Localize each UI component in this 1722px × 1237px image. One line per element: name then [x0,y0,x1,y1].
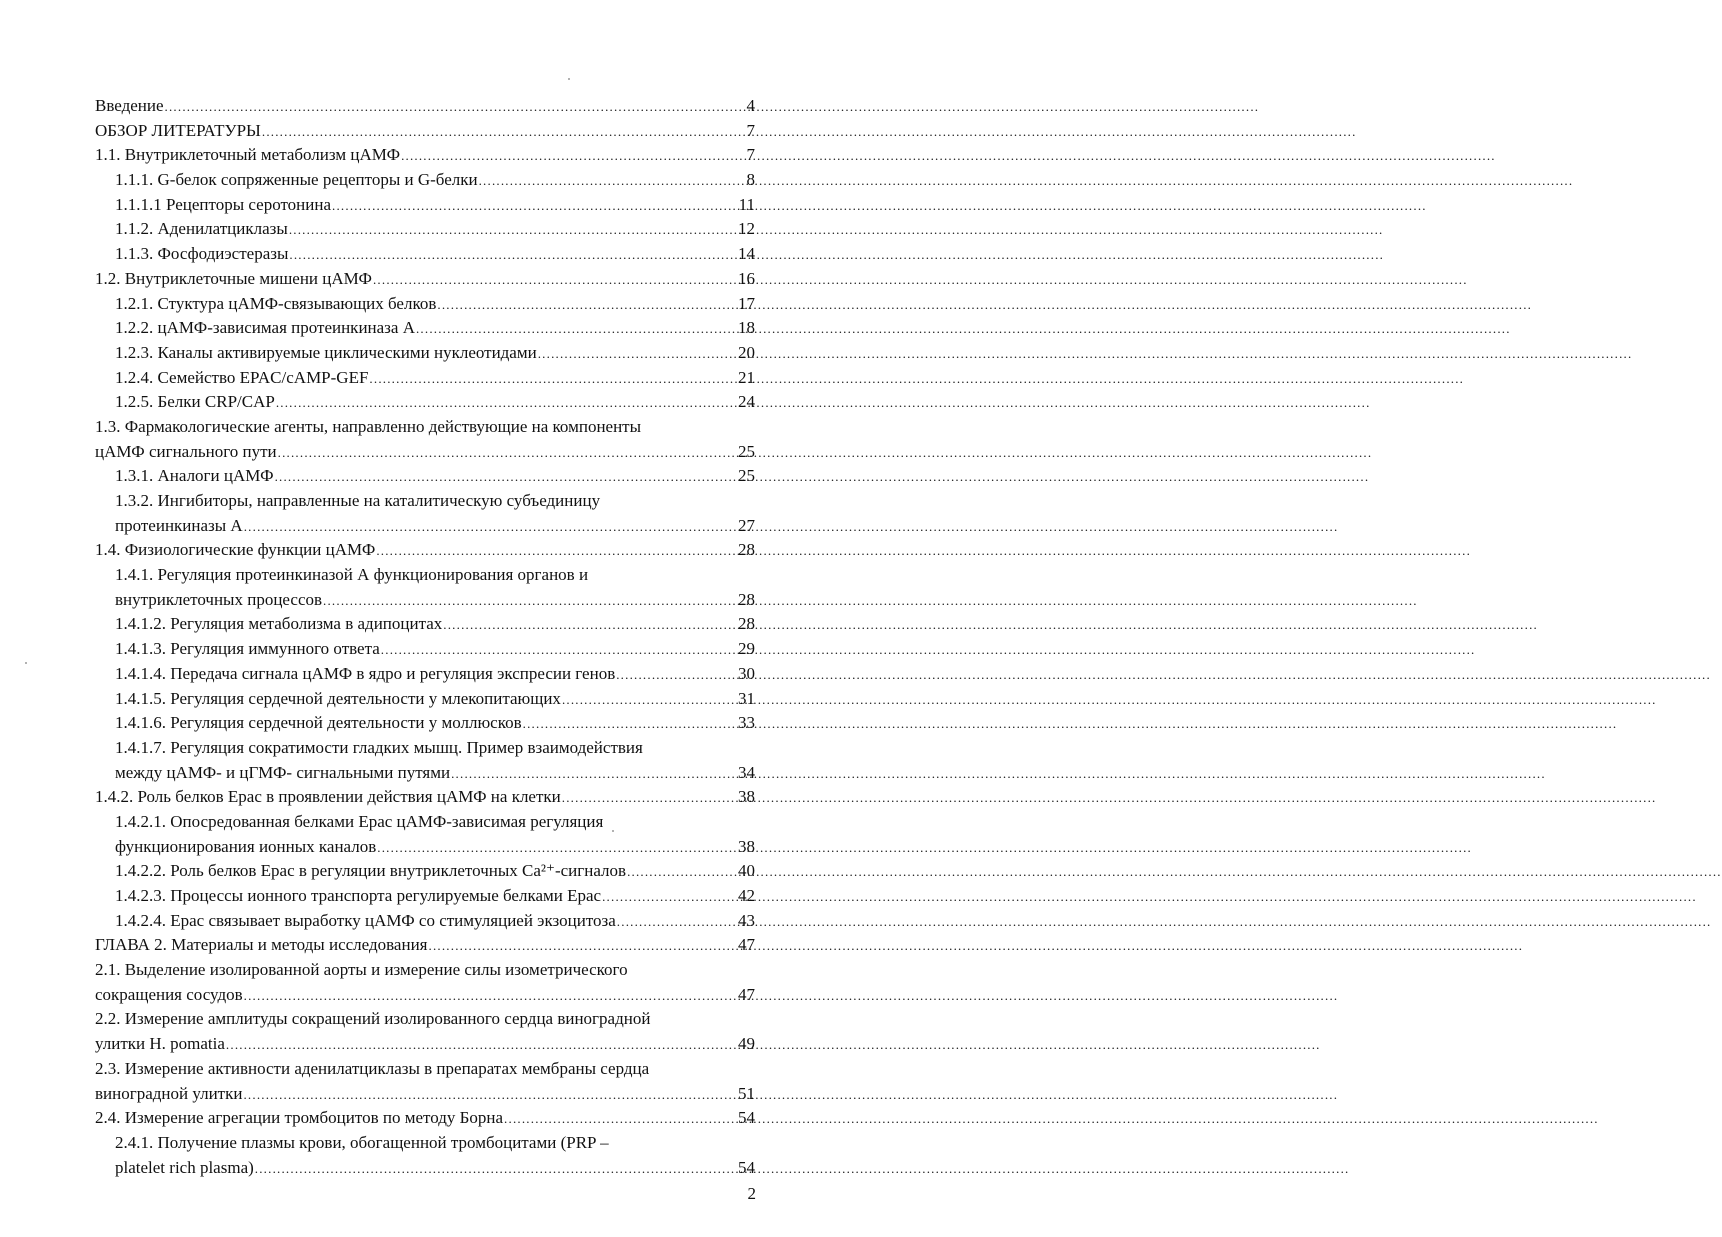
toc-entry-line [0,785,755,810]
toc-entry [0,958,799,1007]
toc-entry-heading: 1.4.1. Регуляция протеинкиназой А функционирования органов и [115,565,589,585]
toc-entry-page: 4 [746,96,755,115]
toc-entry-line [0,217,755,242]
toc-entry [0,390,799,415]
toc-entry-line [0,1156,755,1181]
toc-entry-line [0,341,755,366]
toc-entry-title: 1.4.1.2. Регуляция метаболизма в адипоцитах [115,614,443,634]
dot-leader [244,514,737,540]
dot-leader [255,1156,737,1182]
toc-entry [0,785,799,810]
dot-leader [289,217,737,243]
toc-entry-title: 1.2.4. Семейство EPAC/cAMP-GEF [115,367,369,387]
scan-speck [25,662,27,664]
toc-entry-title: 1.3.1. Аналоги цАМФ [115,466,274,486]
toc-entry-heading: 2.3. Измерение активности аденилатциклазы в препаратах мембраны сердца [95,1058,650,1078]
toc-entry-page: 24 [738,392,755,412]
toc-entry-page: 27 [738,515,755,535]
toc-entry [0,1057,799,1106]
toc-entry-heading: 1.3. Фармакологические агенты, направленно действующие на компоненты [95,416,642,436]
toc-entry-page: 38 [738,787,755,807]
toc-entry-line [0,933,755,958]
toc-entry-page: 25 [738,466,755,486]
toc-entry [0,217,799,242]
toc-entry-title: цАМФ сигнального пути [95,441,277,461]
toc-entry [0,464,799,489]
toc-entry [0,612,799,637]
toc-entry-title: 1.1.3. Фосфодиэстеразы [115,244,289,264]
toc-entry-title: 1.2.3. Каналы активируемые циклическими нуклеотидами [115,342,537,362]
toc-entry-page: 47 [738,935,755,955]
dot-leader [289,242,737,268]
toc-entry-line [0,637,755,662]
dot-leader [323,588,737,614]
toc-entry [0,687,799,712]
dot-leader [562,687,737,713]
toc-entry [0,143,799,168]
toc-entry-line [0,538,755,563]
toc-entry-page: 47 [738,984,755,1004]
toc-entry-line [0,143,755,168]
dot-leader [504,1106,737,1132]
dot-leader [226,1032,737,1058]
toc-entry [0,415,799,464]
toc-entry-line [0,316,755,341]
toc-entry-heading: 2.2. Измерение амплитуды сокращений изолированного сердца виноградной [95,1009,651,1029]
dot-leader [276,390,737,416]
toc-entry-title: 1.1. Внутриклеточный метаболизм цАМФ [95,145,401,165]
toc-entry [0,810,799,859]
toc-entry-title: внутриклеточных процессов [115,589,323,609]
dot-leader [479,168,746,194]
toc-entry-page: 51 [738,1083,755,1103]
toc-entry [0,242,799,267]
toc-entry-page: 42 [738,886,755,905]
toc-entry-title: сокращения сосудов [95,984,243,1004]
toc-entry [0,662,799,687]
toc-entry-line [0,292,755,317]
toc-entry-page: 43 [738,910,755,930]
dot-leader [377,835,737,861]
dot-leader [437,292,737,318]
toc-entry-page: 31 [738,688,755,708]
toc-entry-line [0,94,755,119]
dot-leader [278,440,737,466]
toc-entry-line [0,612,755,637]
toc-entry [0,1131,799,1180]
toc-entry [0,736,799,785]
toc-entry-page: 28 [738,540,755,560]
toc-entry-title: 1.4.1.6. Регуляция сердечной деятельности у моллюсков [115,713,522,733]
dot-leader [262,119,746,145]
toc-entry-title: 1.1.2. Аденилатциклазы [115,219,288,239]
toc-entry-line [0,1082,755,1107]
toc-entry [0,933,799,958]
toc-entry-title: 1.4.1.3. Регуляция иммунного ответа [115,639,380,659]
toc-entry-title: 1.1.1.1 Рецепторы серотонина [115,194,332,214]
toc-entry-page: 7 [746,145,755,165]
toc-entry [0,637,799,662]
toc-entry-line [0,859,755,884]
toc-entry [0,1106,799,1131]
toc-entry-title: 1.4.1.4. Передача сигнала цАМФ в ядро и регуляция экспресии генов [115,663,616,683]
toc-entry-line [0,662,755,687]
toc-entry [0,341,799,366]
dot-leader [616,662,737,688]
toc-entry-title: 1.4.1.5. Регуляция сердечной деятельности у млекопитающих [115,688,561,708]
toc-entry [0,267,799,292]
toc-entry [0,563,799,612]
toc-entry-page: 17 [738,293,755,313]
toc-entry-title: 1.2.5. Белки CRP/CAP [115,392,275,412]
toc-entry [0,292,799,317]
toc-entry-heading: 1.3.2. Ингибиторы, направленные на каталитическую субъединицу [115,491,601,510]
dot-leader [401,143,745,169]
toc-entry-page: 30 [738,663,755,683]
toc-entry-line [0,464,755,489]
dot-leader [562,785,737,811]
toc-entry-title: 1.4.2.4. Epac связывает выработку цАМФ со стимуляцией экзоцитоза [115,910,616,930]
toc-entry-page: 12 [738,219,755,239]
dot-leader [443,612,737,638]
toc-entry-heading: 2.4.1. Получение плазмы крови, обогащенной тромбоцитами (PRP – [115,1132,609,1152]
toc-entry [0,538,799,563]
toc-entry [0,193,799,218]
toc-entry-title: 2.4. Измерение агрегации тромбоцитов по методу Борна [95,1108,504,1128]
toc-entry [0,489,799,538]
toc-entry-title: 1.2.1. Стуктура цАМФ-связывающих белков [115,293,437,313]
toc-entry-page: 29 [738,639,755,659]
toc-entry-title: ОБЗОР ЛИТЕРАТУРЫ [95,120,261,140]
dot-leader [429,933,738,959]
toc-entry-heading: 1.4.2.1. Опосредованная белками Epac цАМФ-зависимая регуляция [115,811,604,831]
toc-entry-page: 54 [738,1108,755,1128]
dot-leader [165,94,746,120]
toc-entry-title: ГЛАВА 2. Материалы и методы исследования [95,935,428,955]
toc-entry-page: 28 [738,614,755,634]
toc-entry-line [0,168,755,193]
toc-entry-line [0,267,755,292]
toc-entry-title: 1.1.1. G-белок сопряженные рецепторы и G-белки [115,170,478,190]
dot-leader [244,983,737,1009]
toc-entry-page: 8 [746,170,755,190]
toc-entry-line [0,884,755,909]
document-page [0,0,799,1237]
table-of-contents [0,94,799,1180]
toc-entry-title: 1.4. Физиологические функции цАМФ [95,540,376,560]
toc-entry-page: 14 [738,244,755,264]
toc-entry [0,94,799,119]
toc-entry-title: виноградной улитки [95,1083,243,1103]
toc-entry-page: 54 [738,1157,755,1177]
toc-entry-line [0,514,755,539]
page-number: 2 [747,1184,756,1203]
toc-entry [0,859,799,884]
dot-leader [538,341,737,367]
toc-entry-title: platelet rich plasma) [115,1157,254,1177]
dot-leader [369,366,737,392]
toc-entry-page: 25 [738,441,755,461]
toc-entry [0,119,799,144]
toc-entry-title: 1.2.2. цАМФ-зависимая протеинкиназа А [115,318,415,338]
toc-entry-line [0,242,755,267]
toc-entry-line [0,193,755,218]
toc-entry-line [0,835,755,860]
toc-entry-line [0,1032,755,1057]
dot-leader [617,909,737,935]
toc-entry-heading: 2.1. Выделение изолированной аорты и измерение силы изометрического [95,960,628,980]
toc-entry-title: улитки H. pomatia [95,1034,225,1054]
toc-entry-page: 40 [738,861,755,881]
toc-entry-line [0,983,755,1008]
dot-leader [627,859,737,885]
scan-speck [568,78,570,80]
toc-entry-title: Введение [95,96,164,115]
toc-entry-page: 18 [738,318,755,338]
toc-entry-line [0,119,755,144]
toc-entry-page: 33 [738,713,755,733]
toc-entry-title: 1.4.2. Роль белков Epac в проявлении действия цАМФ на клетки [95,787,561,807]
toc-entry-page: 34 [738,762,755,782]
toc-entry [0,168,799,193]
toc-entry [0,711,799,736]
toc-entry-title: 1.2. Внутриклеточные мишени цАМФ [95,268,372,288]
dot-leader [243,1082,737,1108]
toc-entry-line [0,588,755,613]
toc-entry-line [0,761,755,786]
toc-entry-heading: 1.4.1.7. Регуляция сократимости гладких мышц. Пример взаимодействия [115,737,643,757]
toc-entry-page: 20 [738,342,755,362]
toc-entry-page: 16 [738,268,755,288]
toc-entry [0,884,799,909]
toc-entry [0,366,799,391]
toc-entry-title: протеинкиназы А [115,515,243,535]
scan-speck [612,830,614,832]
toc-entry [0,1007,799,1056]
toc-entry-page: 49 [738,1034,755,1054]
toc-entry-line [0,366,755,391]
dot-leader [373,267,737,293]
dot-leader [416,316,737,342]
toc-entry [0,909,799,934]
toc-entry-line [0,687,755,712]
toc-entry-line [0,390,755,415]
dot-leader [381,637,737,663]
toc-entry-page: 7 [746,120,755,140]
dot-leader [451,761,737,787]
toc-entry-title: 1.4.2.3. Процессы ионного транспорта регулируемые белками Epac [115,886,602,905]
toc-entry-title: функционирования ионных каналов [115,836,377,856]
toc-entry-line [0,909,755,934]
toc-entry-page: 21 [738,367,755,387]
dot-leader [332,193,738,219]
toc-entry [0,316,799,341]
dot-leader [602,884,737,910]
toc-entry-page: 11 [738,194,755,214]
toc-entry-line [0,440,755,465]
toc-entry-line [0,711,755,736]
toc-entry-page: 38 [738,836,755,856]
dot-leader [376,538,737,564]
toc-entry-title: 1.4.2.2. Роль белков Epac в регуляции внутриклеточных Ca²⁺-сигналов [115,861,627,881]
dot-leader [523,711,737,737]
toc-entry-page: 28 [738,589,755,609]
toc-entry-title: между цАМФ- и цГМФ- сигнальными путями [115,762,451,782]
dot-leader [275,464,737,490]
toc-entry-line [0,1106,755,1131]
